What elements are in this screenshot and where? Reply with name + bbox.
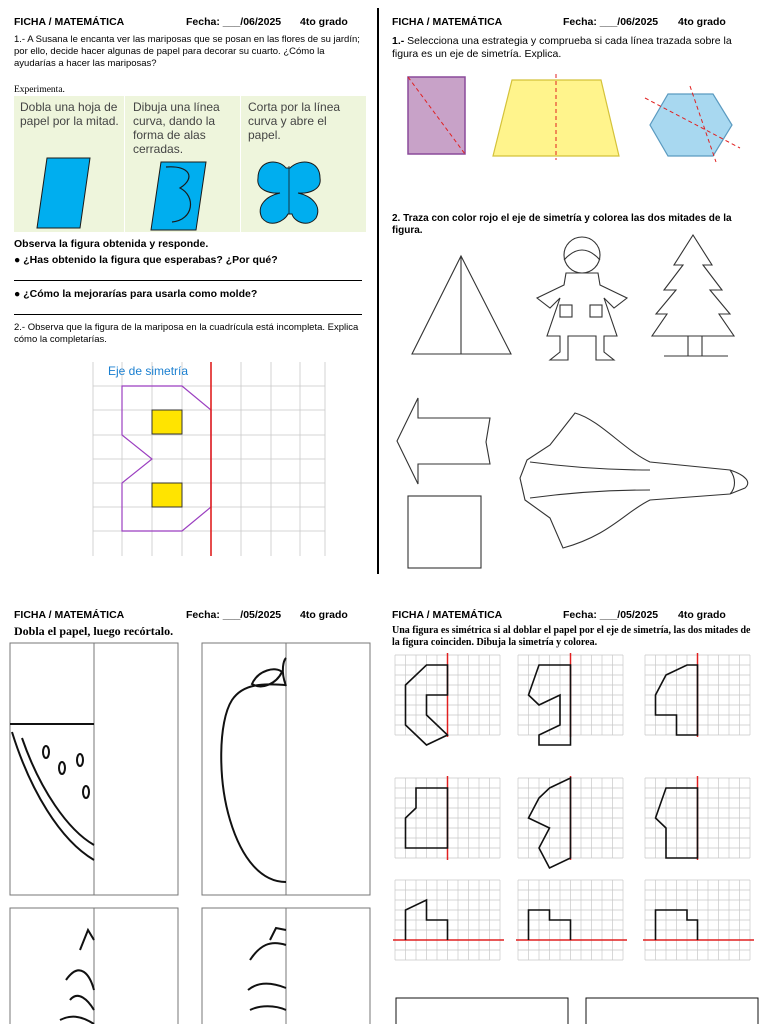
q2-grade: 4to grado bbox=[678, 16, 726, 28]
q3-date: Fecha: ___/05/2025 bbox=[186, 609, 282, 621]
q1-problem: 1.- A Susana le encanta ver las mariposas que se posan en las flores de su jardín; por ello, decide hacer algunas de papel para decorar su cuarto. ¿Cómo la ayudarías a hacer las mariposas? bbox=[14, 34, 360, 69]
q1-q2: 2.- Observa que la figura de la mariposa en la cuadrícula está incompleta. Explica cómo la completarías. bbox=[14, 322, 359, 345]
q1-bullet-1: ● ¿Has obtenido la figura que esperabas? ¿Por qué? bbox=[14, 254, 278, 266]
q1-observe: Observa la figura obtenida y responde. bbox=[14, 238, 209, 250]
q4-grade: 4to grado bbox=[678, 609, 726, 621]
q3-grade: 4to grado bbox=[300, 609, 348, 621]
q2-date: Fecha: ___/06/2025 bbox=[563, 16, 659, 28]
q1-date: Fecha: ___/06/2025 bbox=[186, 16, 282, 28]
q1-grade: 4to grado bbox=[300, 16, 348, 28]
q4-date: Fecha: ___/05/2025 bbox=[563, 609, 659, 621]
q2-task-2: 2. Traza con color rojo el eje de simetría y colorea las dos mitades de la figura. bbox=[392, 213, 732, 236]
step-2: Dibuja una línea curva, dando la forma de alas cerradas. bbox=[133, 100, 220, 156]
step-1: Dobla una hoja de papel por la mitad. bbox=[20, 100, 119, 128]
q2-number: 1.- bbox=[392, 35, 405, 47]
q1-title: FICHA / MATEMÁTICA bbox=[14, 16, 125, 28]
q4-title: FICHA / MATEMÁTICA bbox=[392, 609, 503, 621]
symmetry-axis-label: Eje de simetría bbox=[108, 364, 189, 378]
q3-title: FICHA / MATEMÁTICA bbox=[14, 609, 125, 621]
q2-title: FICHA / MATEMÁTICA bbox=[392, 16, 503, 28]
q4-instruction: Una figura es simétrica si al doblar el papel por el eje de simetría, las dos mitades de la figura coinciden. Dibuja la simetría y colorea. bbox=[392, 625, 751, 648]
q1-bullet-2: ● ¿Cómo la mejorarías para usarla como molde? bbox=[14, 288, 258, 300]
q3-instruction: Dobla el papel, luego recórtalo. bbox=[14, 624, 174, 638]
q1-experiment: Experimenta. bbox=[14, 85, 65, 95]
q2-problem-text: Selecciona una estrategia y comprueba si cada línea trazada sobre la figura es un eje de simetría. Explica. bbox=[392, 35, 732, 60]
step-3: Corta por la línea curva y abre el papel. bbox=[248, 100, 341, 142]
